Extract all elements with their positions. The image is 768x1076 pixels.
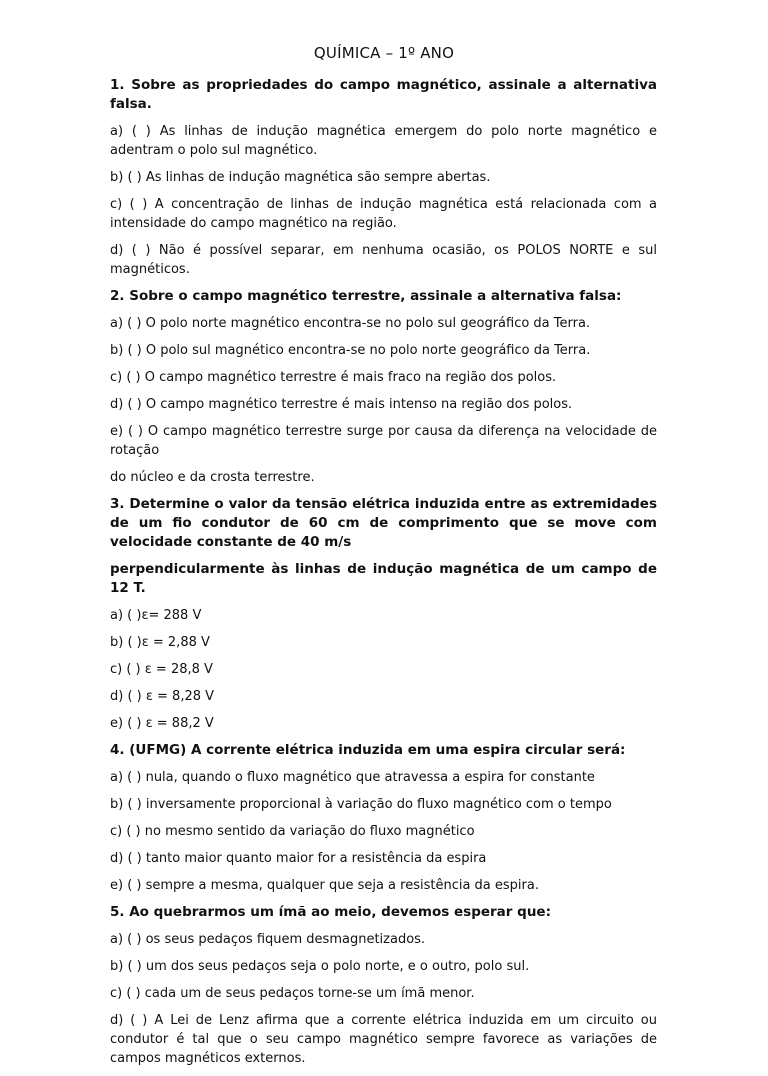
question-3-option-d: d) ( ) ε = 8,28 V — [110, 689, 215, 704]
question-list — [110, 76, 657, 1076]
page-title: QUÍMICA – 1º ANO — [313, 44, 455, 62]
question-4: 4. (UFMG) A corrente elétrica induzida em uma espira circular será: — [110, 742, 626, 758]
question-3-option-e: e) ( ) ε = 88,2 V — [110, 716, 214, 731]
question-4-option-d: d) ( ) tanto maior quanto maior for a resistência da espira — [110, 851, 487, 866]
question-3-option-a: a) ( )ε= 288 V — [110, 608, 202, 623]
question-2-option-e: e) ( ) O campo magnético terrestre surge por causa da diferença na velocidade de rotação — [110, 424, 657, 458]
question-2: 2. Sobre o campo magnético terrestre, assinale a alternativa falsa: — [110, 288, 622, 304]
question-4-option-e: e) ( ) sempre a mesma, qualquer que seja a resistência da espira. — [110, 878, 539, 893]
question-2-option-a: a) ( ) O polo norte magnético encontra-se no polo sul geográfico da Terra. — [110, 316, 591, 331]
question-4-option-a: a) ( ) nula, quando o fluxo magnético que atravessa a espira for constante — [110, 770, 595, 785]
question-1-option-b: b) ( ) As linhas de indução magnética são sempre abertas. — [110, 170, 491, 185]
question-5-option-c: c) ( ) cada um de seus pedaços torne-se um ímã menor. — [110, 986, 475, 1001]
question-1-option-c: c) ( ) A concentração de linhas de indução magnética está relacionada com a intensidade do campo magnético na região. — [110, 197, 657, 231]
question-4-option-c: c) ( ) no mesmo sentido da variação do fluxo magnético — [110, 824, 475, 839]
question-5-option-b: b) ( ) um dos seus pedaços seja o polo norte, e o outro, polo sul. — [110, 959, 530, 974]
question-1: 1. Sobre as propriedades do campo magnético, assinale a alternativa falsa. — [110, 77, 657, 112]
question-3-option-b: b) ( )ε = 2,88 V — [110, 635, 210, 650]
question-2-option-d: d) ( ) O campo magnético terrestre é mais intenso na região dos polos. — [110, 397, 573, 412]
question-5: 5. Ao quebrarmos um ímã ao meio, devemos esperar que: — [110, 904, 551, 920]
question-1-option-a: a) ( ) As linhas de indução magnética emergem do polo norte magnético e adentram o polo sul magnético. — [110, 124, 657, 158]
question-2-option-c: c) ( ) O campo magnético terrestre é mais fraco na região dos polos. — [110, 370, 557, 385]
question-5-option-d: d) ( ) A Lei de Lenz afirma que a corrente elétrica induzida em um circuito ou condutor é tal que o seu campo magnético sempre favorece as variações de campos magnéticos externos. — [110, 1013, 657, 1066]
question-1-option-d: d) ( ) Não é possível separar, em nenhuma ocasião, os POLOS NORTE e sul magnéticos. — [110, 243, 657, 277]
question-3-option-c: c) ( ) ε = 28,8 V — [110, 662, 213, 677]
question-2-option-e-continued: do núcleo e da crosta terrestre. — [110, 470, 315, 485]
question-3-continued: perpendicularmente às linhas de indução magnética de um campo de 12 T. — [110, 561, 657, 596]
question-3: 3. Determine o valor da tensão elétrica induzida entre as extremidades de um fio condutor de 60 cm de comprimento que se move com velocidade constante de 40 m/s — [110, 496, 657, 550]
question-5-option-a: a) ( ) os seus pedaços fiquem desmagnetizados. — [110, 932, 426, 947]
question-4-option-b: b) ( ) inversamente proporcional à variação do fluxo magnético com o tempo — [110, 797, 612, 812]
question-2-option-b: b) ( ) O polo sul magnético encontra-se no polo norte geográfico da Terra. — [110, 343, 591, 358]
